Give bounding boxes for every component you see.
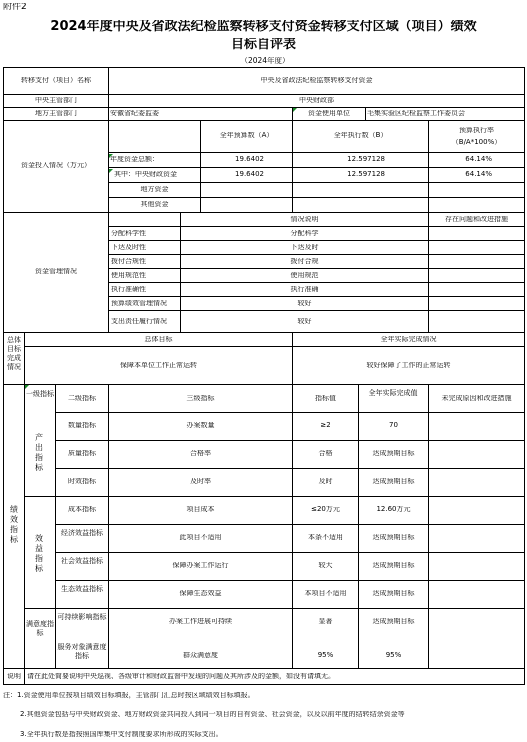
perf-row-l2: 可持续影响指标 (57, 613, 107, 621)
perf-row-actual: 12.60万元 (376, 506, 411, 513)
overall-actual: 较好保障了工作的正常运转 (366, 362, 451, 369)
perf-row-value: 本条不适用 (308, 534, 343, 541)
perf-group-effect: 效益指标 (35, 534, 43, 573)
perf-row-actual: 达成预期目标 (372, 478, 415, 485)
funds-row-b: 12.597128 (347, 171, 385, 178)
perf-row-value: 较大 (318, 562, 333, 569)
perf-row-actual: 达成预期目标 (372, 562, 415, 569)
perf-row-value: 本项目不适用 (304, 590, 347, 597)
mgmt-row-desc: 执行准确 (290, 286, 319, 293)
perf-row-actual: 70 (389, 422, 398, 429)
mgmt-row-desc: 使用规范 (290, 272, 319, 279)
note-3: 3.全年执行数是指按照国库集中支付制度要求所形成的实际支出。 (20, 731, 223, 738)
perf-row-l3: 及时率 (190, 478, 211, 485)
attachment-label: 附件2 (3, 3, 27, 12)
perf-group-satisfaction: 满意度指标 (26, 620, 54, 637)
perf-row-l3: 项目成本 (186, 506, 215, 513)
perf-h-lvl1: 一级指标 (26, 390, 54, 398)
perf-row-l3: 保障办案工作运行 (172, 562, 229, 569)
mgmt-row-label: 预算绩效管理情况 (111, 300, 167, 307)
funds-row-label: 年度资金总额： (110, 156, 159, 163)
funds-row-a: 19.6402 (235, 156, 264, 163)
cell-marker-icon (25, 385, 29, 389)
fund-unit: 毛集实验区纪检监察工作委员会 (367, 110, 465, 117)
project-name-label: 转移支付（项目）名称 (21, 77, 91, 84)
perf-row-l2: 数量指标 (68, 422, 96, 429)
mgmt-col-desc: 情况说明 (290, 216, 319, 223)
perf-row-l2: 社会效益指标 (61, 557, 103, 565)
cell-marker-icon (109, 169, 113, 173)
perf-row-l3: 保障生态效益 (179, 590, 222, 597)
funds-col-a: 全年预算数（A） (219, 132, 274, 139)
perf-row-l3: 群众满意度 (183, 652, 218, 659)
funds-row-label: 其他资金 (140, 201, 169, 208)
mgmt-row-label: 下达及时性 (111, 244, 146, 251)
perf-row-l2: 质量指标 (68, 450, 96, 457)
funds-row-rate: 64.14% (465, 171, 492, 178)
mgmt-row-label: 使用规范性 (111, 272, 146, 279)
mgmt-row-desc: 分配科学 (290, 230, 319, 237)
central-dept-label: 中央主管部门 (35, 97, 77, 104)
mgmt-col-issue: 存在问题和改进措施 (445, 216, 508, 223)
note-1: 注：1.资金使用单位按项目绩效目标填报，主管部门汇总时按区域绩效目标填报。 (3, 692, 255, 699)
mgmt-row-desc: 较好 (297, 318, 312, 325)
perf-h-lvl3: 三级指标 (186, 395, 215, 402)
perf-h-reason: 未完成原因和改进措施 (441, 395, 512, 402)
perf-row-l2: 成本指标 (68, 506, 96, 513)
perf-row-value: ≥2 (320, 422, 331, 429)
page-title-line2: 目标自评表 (230, 38, 296, 51)
funds-row-label: 地方资金 (140, 186, 169, 193)
perf-row-value: 95% (317, 652, 334, 659)
funds-row-a: 19.6402 (235, 171, 264, 178)
perf-row-value: ≤20万元 (311, 506, 340, 513)
explain-text: 请在此处简要说明中央巡视、各级审计和财政监督中发现的问题及其所涉及的金额，如没有请填无。 (27, 673, 335, 680)
overall-target: 保障本单位工作正常运转 (120, 362, 197, 369)
perf-row-actual: 达成预期目标 (372, 590, 415, 597)
local-dept: 安徽省纪委监委 (110, 110, 159, 117)
perf-row-l2: 生态效益指标 (61, 585, 103, 593)
perf-h-value: 指标值 (315, 395, 336, 402)
year-label: （2024年度） (240, 57, 290, 65)
mgmt-row-desc: 较好 (297, 300, 312, 307)
fund-unit-label: 资金使用单位 (308, 110, 350, 117)
perf-row-l3: 合格率 (190, 450, 211, 457)
perf-row-l3: 办案工作进展可持续 (169, 618, 232, 625)
perf-row-value: 显著 (318, 618, 333, 625)
central-dept: 中央财政部 (299, 97, 334, 104)
perf-row-actual: 达成预期目标 (372, 534, 415, 541)
funds-row-b: 12.597128 (347, 156, 385, 163)
funds-col-b: 全年执行数（B） (333, 132, 388, 139)
funds-label: 资金投入情况（万元） (21, 162, 91, 169)
perf-row-l2: 经济效益指标 (61, 529, 103, 537)
overall-col-actual: 全年实际完成情况 (380, 336, 437, 343)
project-name: 中央及省政法纪检监察转移支付资金 (260, 77, 373, 84)
perf-row-value: 及时 (318, 478, 333, 485)
perf-h-lvl2: 二级指标 (68, 395, 96, 402)
note-2: 2.其他资金包括与中央财政资金、地方财政资金共同投入到同一项目的自有资金、社会资金，以及以前年度的结转结余资金等 (20, 711, 405, 718)
perf-row-l3: 此项目不适用 (179, 534, 222, 541)
mgmt-row-label: 支出责任履行情况 (111, 318, 167, 325)
perf-row-actual: 达成预期目标 (372, 618, 415, 625)
perf-row-l2: 服务对象满意度指标 (57, 643, 107, 660)
mgmt-label: 资金管理情况 (35, 268, 77, 275)
funds-col-rate-formula: （B/A*100%） (451, 139, 502, 146)
perf-row-l3: 办案数量 (186, 422, 215, 429)
perf-label: 绩效指标 (10, 505, 18, 544)
perf-h-actual: 全年实际完成值 (368, 389, 418, 397)
overall-col-target: 总体目标 (144, 336, 173, 343)
perf-group-output: 产出指标 (35, 433, 43, 472)
perf-row-actual: 95% (385, 652, 402, 659)
perf-row-value: 合格 (318, 450, 333, 457)
local-dept-label: 地方主管部门 (35, 110, 77, 117)
overall-label: 总体目标完成情况 (7, 336, 21, 371)
mgmt-row-label: 拨付合规性 (111, 258, 146, 265)
funds-col-rate: 预算执行率 (459, 127, 494, 134)
page-title: 2024年度中央及省政法纪检监察转移支付资金转移支付区域（项目）绩效 (50, 20, 477, 33)
perf-row-actual: 达成预期目标 (372, 450, 415, 457)
funds-row-label: 其中：中央财政资金 (114, 171, 177, 178)
explain-label: 说明 (7, 673, 21, 680)
mgmt-row-desc: 拨付合规 (290, 258, 319, 265)
funds-row-rate: 64.14% (465, 156, 492, 163)
mgmt-row-desc: 下达及时 (290, 244, 319, 251)
mgmt-row-label: 分配科学性 (111, 230, 146, 237)
perf-row-l2: 时效指标 (68, 478, 96, 485)
mgmt-row-label: 执行准确性 (111, 286, 146, 293)
